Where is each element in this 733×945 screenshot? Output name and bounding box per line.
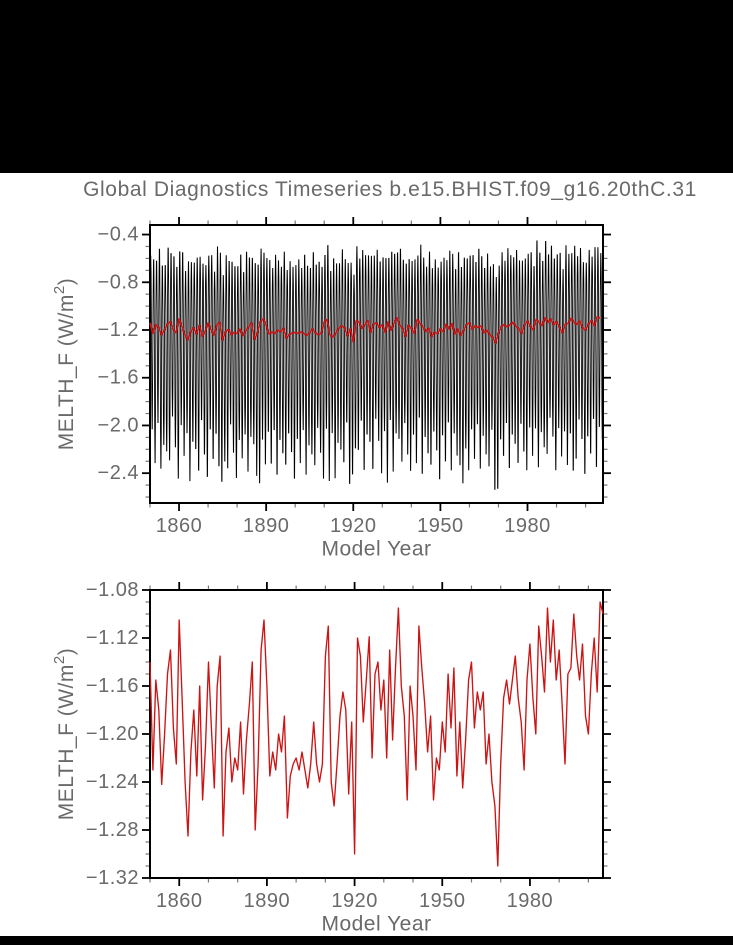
x-axis-tick-label: 1980 (504, 515, 551, 537)
y-axis-tick-label: −0.8 (97, 271, 139, 294)
y-axis-tick-label: −1.08 (85, 579, 139, 601)
y-axis-tick-label: −1.20 (85, 723, 139, 745)
y-axis-tick-label: −1.24 (85, 771, 139, 793)
x-axis-title: Model Year (321, 912, 432, 936)
axis-labels (51, 579, 554, 936)
annual-mean-timeseries-chart (0, 560, 733, 940)
x-axis-tick-label: 1950 (419, 890, 466, 912)
plot-title: Global Diagnostics Timeseries b.e15.BHIST.f09_g16.20thC.31 (83, 178, 697, 201)
monthly-series-line (150, 241, 603, 489)
annual-mean-line (150, 602, 603, 866)
y-axis-tick-label: −1.2 (97, 318, 139, 341)
monthly-timeseries-chart (0, 200, 733, 560)
x-axis-tick-label: 1860 (155, 890, 203, 912)
y-axis-tick-label: −1.12 (85, 627, 139, 649)
x-axis-tick-label: 1860 (155, 515, 203, 537)
plot-frame (150, 590, 603, 878)
x-axis-tick-label: 1980 (506, 890, 554, 912)
x-axis-tick-label: 1950 (417, 515, 464, 537)
y-axis-tick-label: −2.4 (97, 462, 139, 485)
top-letterbox-bar (0, 0, 733, 173)
x-axis-title: Model Year (321, 537, 432, 560)
y-axis-tick-label: −1.16 (85, 675, 139, 697)
y-axis-tick-label: −2.0 (97, 414, 139, 437)
y-axis-tick-label: −1.28 (85, 819, 139, 841)
x-axis-tick-label: 1890 (243, 890, 291, 912)
y-axis-tick-label: −1.6 (97, 366, 139, 389)
x-axis-tick-label: 1920 (331, 890, 378, 912)
y-axis-title: MELTH_F $(W/m^2)$ (50, 277, 78, 451)
x-axis-tick-label: 1920 (330, 515, 377, 537)
y-axis-tick-label: −0.4 (97, 223, 139, 246)
bottom-letterbox-bar (0, 936, 733, 945)
x-axis-tick-label: 1890 (242, 515, 290, 537)
y-axis-tick-label: −1.32 (85, 867, 139, 889)
y-axis-title: MELTH_F $(W/m^2)$ (50, 647, 78, 821)
